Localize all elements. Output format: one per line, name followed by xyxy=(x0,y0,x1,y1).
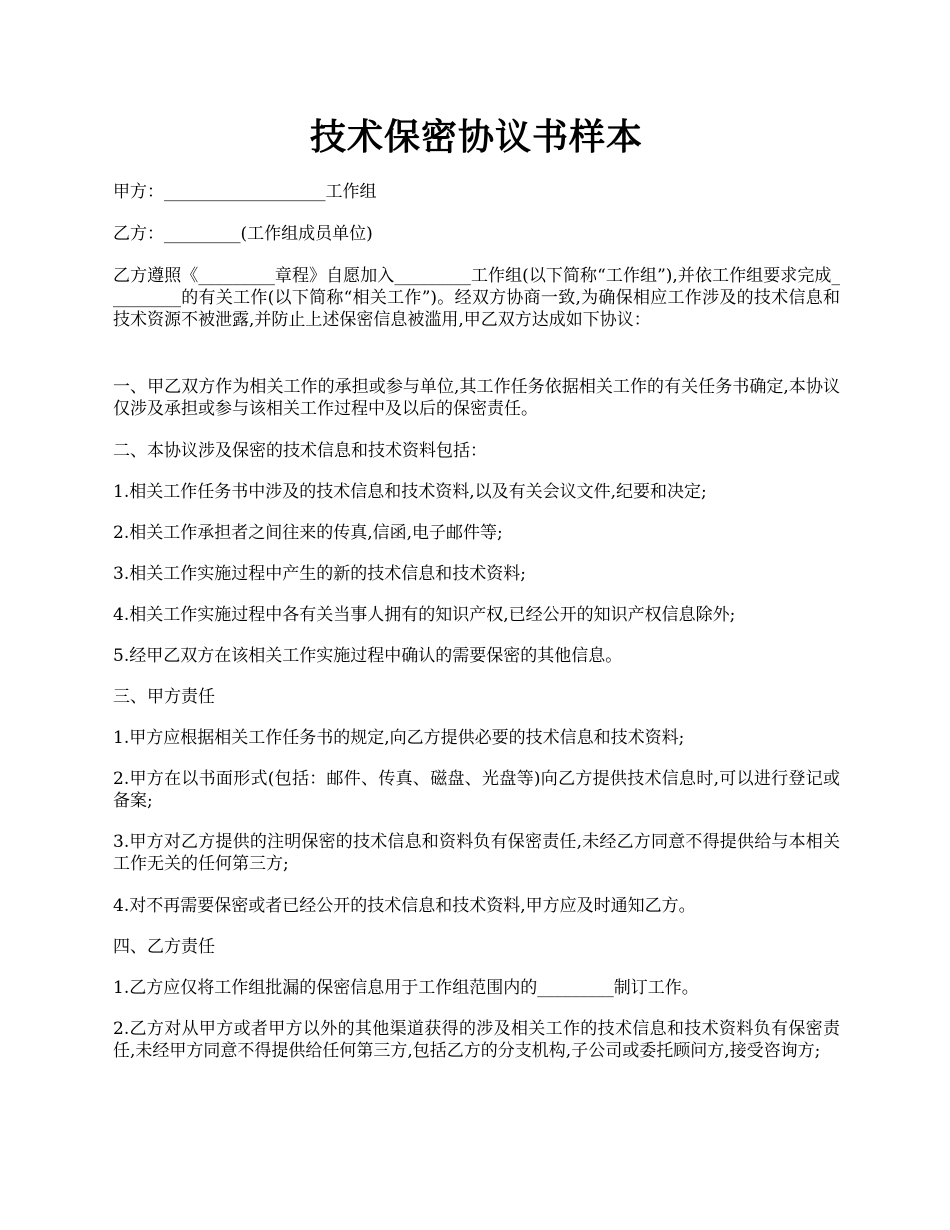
clause-3-item-3: 3.甲方对乙方提供的注明保密的技术信息和资料负有保密责任,未经乙方同意不得提供给与本相关工作无关的任何第三方; xyxy=(113,832,840,874)
clause-4-heading: 四、乙方责任 xyxy=(113,937,215,957)
party-b-line: 乙方：_________(工作组成员单位) xyxy=(113,224,373,244)
clause-3-item-4: 4.对不再需要保密或者已经公开的技术信息和技术资料,甲方应及时通知乙方。 xyxy=(113,896,696,916)
preamble-paragraph: 乙方遵照《_________章程》自愿加入_________工作组(以下简称“工作组”),并依工作组要求完成_________的有关工作(以下简称“相关工作”)。经双方协商一致,为确保相应工作涉及的技术信息和技术资源不被泄露,并防止上述保密信息被滥用,甲乙双方达成如下协议： xyxy=(113,266,840,330)
clause-4-item-2: 2.乙方对从甲方或者甲方以外的其他渠道获得的涉及相关工作的技术信息和技术资料负有保密责任,未经甲方同意不得提供给任何第三方,包括乙方的分支机构,子公司或委托顾问方,接受咨询方; xyxy=(113,1019,840,1061)
party-a-line: 甲方：___________________工作组 xyxy=(113,182,377,202)
clause-2-item-2: 2.相关工作承担者之间往来的传真,信函,电子邮件等; xyxy=(113,523,503,543)
clause-3-heading: 三、甲方责任 xyxy=(113,687,215,707)
clause-2-item-3: 3.相关工作实施过程中产生的新的技术信息和技术资料; xyxy=(113,564,526,584)
clause-2-heading: 二、本协议涉及保密的技术信息和技术资料包括： xyxy=(113,441,487,461)
clause-1-paragraph: 一、甲乙双方作为相关工作的承担或参与单位,其工作任务依据相关工作的有关任务书确定,本协议仅涉及承担或参与该相关工作过程中及以后的保密责任。 xyxy=(113,377,840,419)
clause-4-item-1: 1.乙方应仅将工作组批漏的保密信息用于工作组范围内的_________制订工作。 xyxy=(113,978,699,998)
clause-2-item-5: 5.经甲乙双方在该相关工作实施过程中确认的需要保密的其他信息。 xyxy=(113,646,623,666)
clause-3-item-2: 2.甲方在以书面形式(包括：邮件、传真、磁盘、光盘等)向乙方提供技术信息时,可以进行登记或备案; xyxy=(113,769,840,811)
document-title: 技术保密协议书样本 xyxy=(309,116,643,158)
clause-3-item-1: 1.甲方应根据相关工作任务书的规定,向乙方提供必要的技术信息和技术资料; xyxy=(113,728,685,748)
clause-2-item-4: 4.相关工作实施过程中各有关当事人拥有的知识产权,已经公开的知识产权信息除外; xyxy=(113,605,736,625)
clause-2-item-1: 1.相关工作任务书中涉及的技术信息和技术资料,以及有关会议文件,纪要和决定; xyxy=(113,482,707,502)
